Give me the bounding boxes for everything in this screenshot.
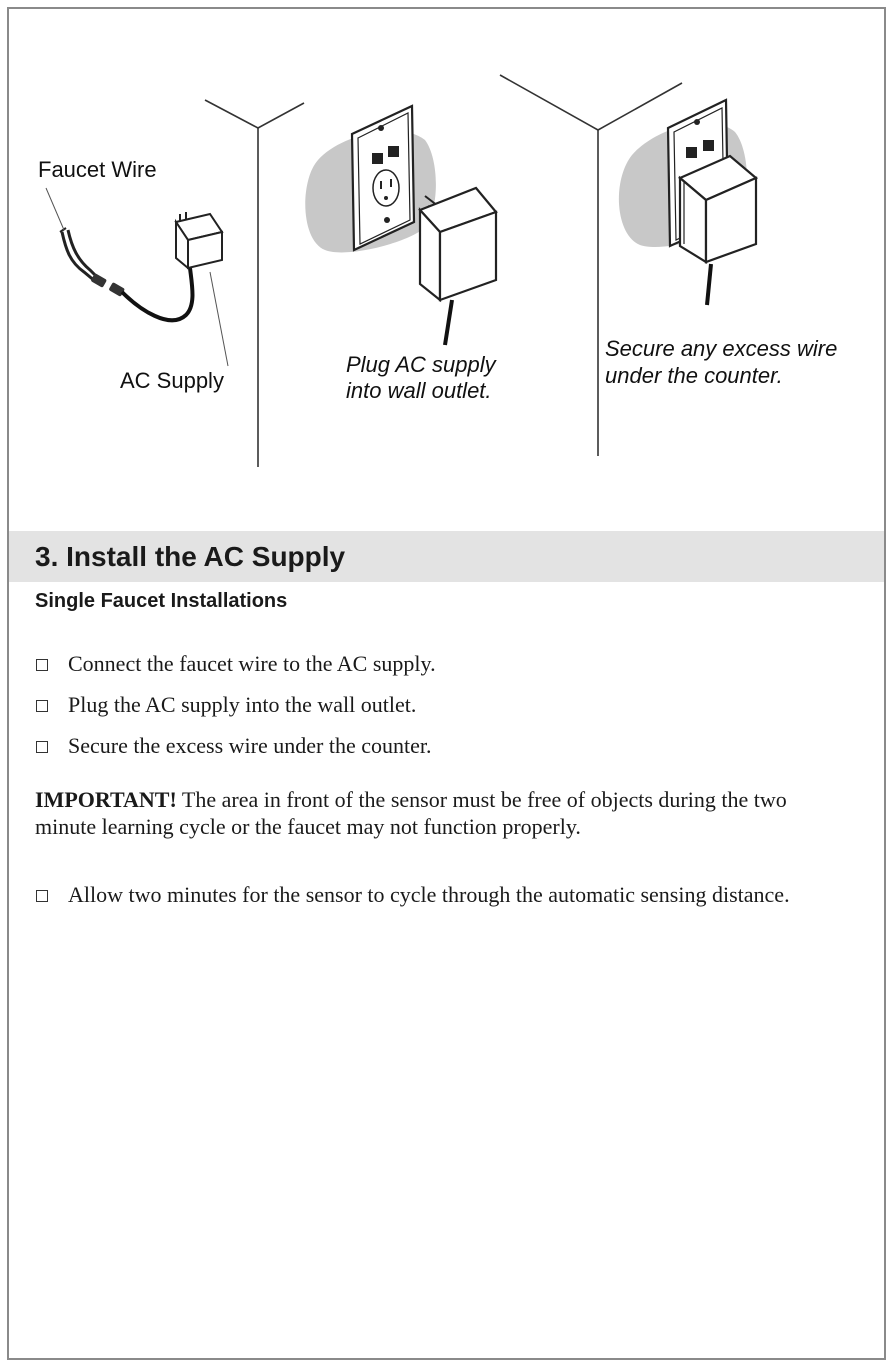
section-title: 3. Install the AC Supply <box>35 541 346 572</box>
panel-secure-wire <box>500 75 837 456</box>
panel-connect-wire <box>38 100 304 467</box>
checklist-item <box>36 650 436 677</box>
checklist-item <box>36 881 826 908</box>
panel-plug-outlet <box>305 106 497 403</box>
checkbox-icon <box>36 890 48 902</box>
checkbox-icon <box>36 700 48 712</box>
checklist-item <box>36 732 431 759</box>
checkbox-icon <box>36 659 48 671</box>
ac-supply-label: AC Supply <box>120 368 224 393</box>
checklist-item-text: Secure the excess wire under the counter. <box>68 733 432 758</box>
important-text: The area in front of the sensor must be free of objects during the two minute learning cycle or the faucet may not function properly. <box>35 787 787 839</box>
ac-adapter-icon <box>176 212 222 268</box>
important-label: IMPORTANT! <box>35 787 177 812</box>
checkbox-icon <box>36 741 48 753</box>
checklist-item-text: Allow two minutes for the sensor to cycle through the automatic sensing distance. <box>68 882 790 907</box>
ac-adapter-icon <box>680 156 756 305</box>
checklist-item-text: Connect the faucet wire to the AC supply. <box>68 651 436 676</box>
checklist-item-text: Plug the AC supply into the wall outlet. <box>68 692 417 717</box>
plug-caption-line1: Plug AC supply <box>346 352 496 377</box>
important-note <box>35 786 825 840</box>
secure-caption-line2: under the counter. <box>605 363 783 388</box>
faucet-wire-label: Faucet Wire <box>38 157 157 182</box>
section-subtitle: Single Faucet Installations <box>35 590 288 612</box>
ac-adapter-icon <box>420 188 496 345</box>
plug-caption-line2: into wall outlet. <box>346 378 492 403</box>
checklist-item <box>36 691 416 718</box>
installation-illustration <box>0 0 893 500</box>
secure-caption-line1: Secure any excess wire <box>605 336 838 361</box>
